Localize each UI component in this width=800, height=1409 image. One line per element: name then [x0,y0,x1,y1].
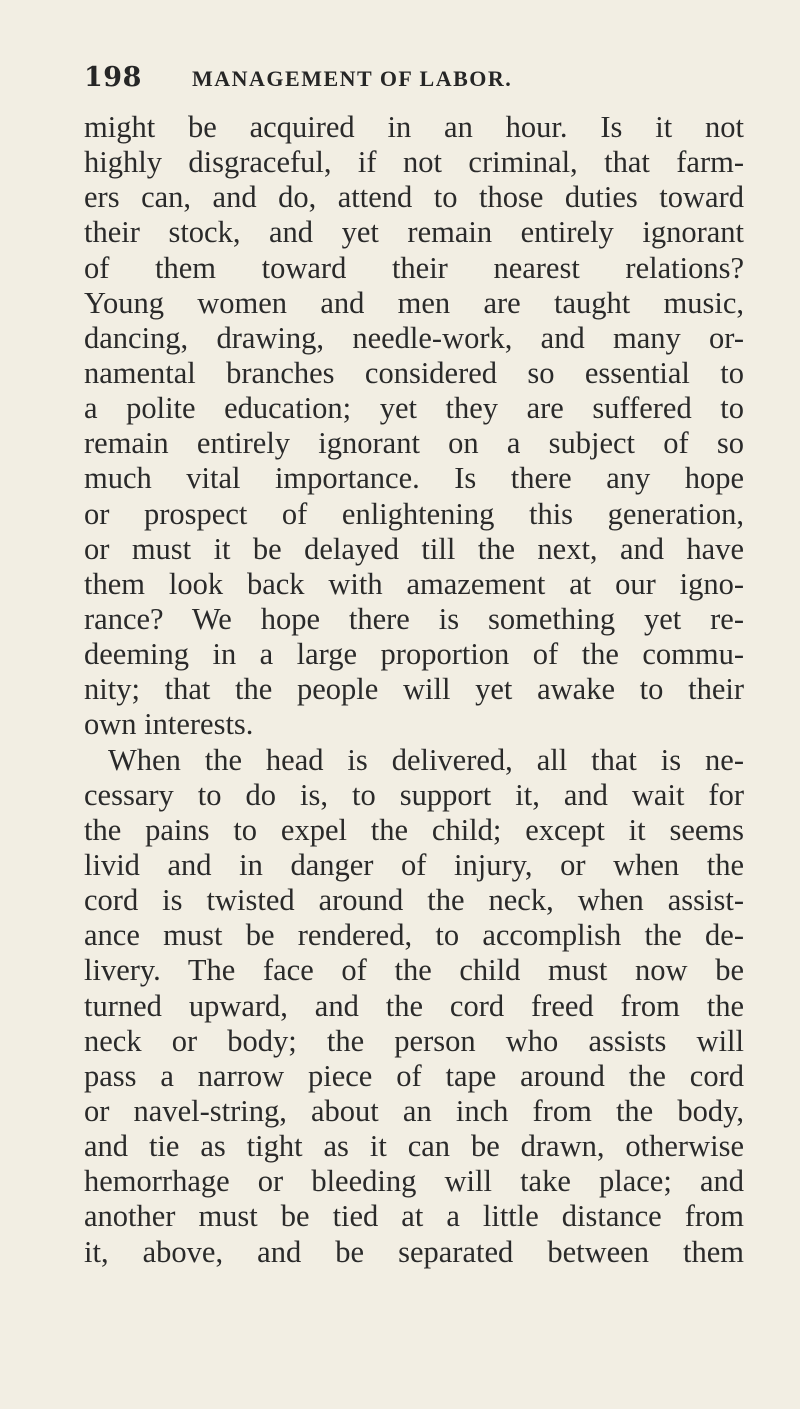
text-line: livery. The face of the child must now be [84,953,744,988]
text-line: cord is twisted around the neck, when assist- [84,883,744,918]
text-line: their stock, and yet remain entirely ignorant [84,215,744,250]
text-line: livid and in danger of injury, or when the [84,847,744,882]
text-line: them look back with amazement at our igno- [84,566,744,601]
text-line: of them toward their nearest relations? [84,250,744,285]
text-line: or prospect of enlightening this generation, [84,496,744,531]
page-header [84,62,684,102]
text-line: highly disgraceful, if not criminal, that farm- [84,145,744,180]
text-line: rance? We hope there is something yet re- [84,601,744,636]
text-line: nity; that the people will yet awake to their [84,672,744,707]
page-number: 198 [84,62,142,93]
text-line: deeming in a large proportion of the commu- [84,637,744,672]
text-line: namental branches considered so essential to [84,355,744,390]
text-line: a polite education; yet they are suffered to [84,391,744,426]
text-line: might be acquired in an hour. Is it not [84,110,744,144]
text-line: Young women and men are taught music, [84,285,744,320]
text-line: pass a narrow piece of tape around the cord [84,1058,744,1093]
text-line: neck or body; the person who assists will [84,1023,744,1058]
text-line: When the head is delivered, all that is ne- [108,742,744,777]
text-line: and tie as tight as it can be drawn, otherwise [84,1129,744,1164]
text-line: it, above, and be separated between them [84,1234,744,1269]
text-line: dancing, drawing, needle-work, and many or- [84,320,744,355]
text-line: the pains to expel the child; except it seems [84,812,744,847]
running-title: MANAGEMENT OF LABOR. [192,66,513,91]
text-line: turned upward, and the cord freed from the [84,988,744,1023]
text-line: ance must be rendered, to accomplish the de- [84,918,744,953]
text-line: much vital importance. Is there any hope [84,461,744,496]
text-line: cessary to do is, to support it, and wait for [84,777,744,812]
text-line: ers can, and do, attend to those duties toward [84,180,744,215]
text-line: own interests. [84,707,254,742]
text-line: remain entirely ignorant on a subject of so [84,426,744,461]
text-line: or must it be delayed till the next, and have [84,531,744,566]
text-line: hemorrhage or bleeding will take place; and [84,1164,744,1199]
text-line: another must be tied at a little distance from [84,1199,744,1234]
text-line: or navel-string, about an inch from the body, [84,1093,744,1128]
body-text [84,110,744,1270]
